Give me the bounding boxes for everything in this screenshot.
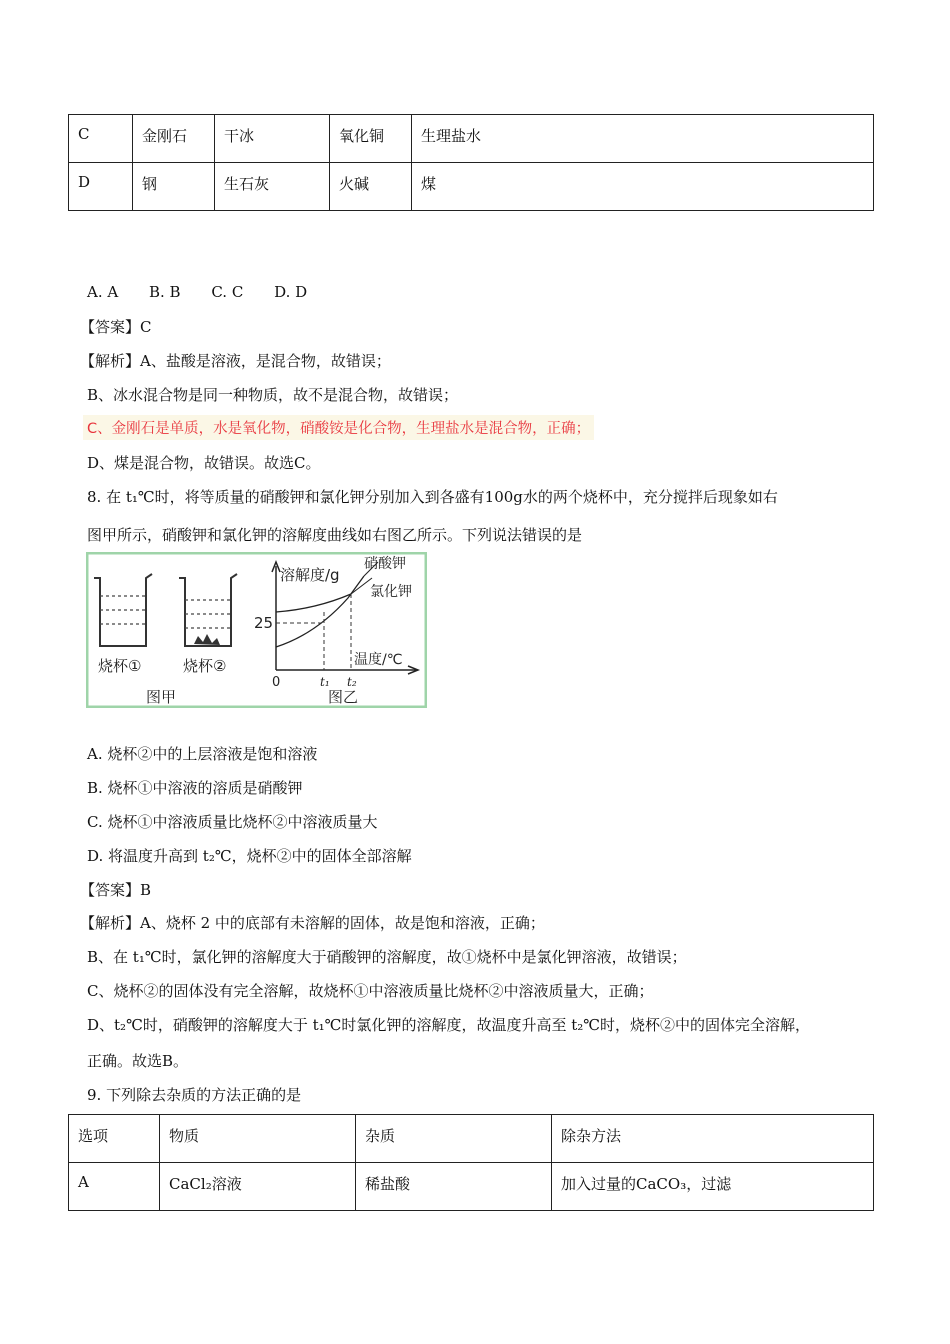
graph-origin: 0 [272,675,281,690]
q7-analysis-c-highlight: C、金刚石是单质，水是氧化物，硝酸铵是化合物，生理盐水是混合物，正确； [83,415,594,440]
q7-answer: 【答案】C [80,318,152,336]
table-cell: C [69,115,133,163]
table-cell: 稀盐酸 [356,1163,552,1211]
option: B. B [148,283,181,301]
table-cell: 钢 [133,163,215,211]
table-cell: D [69,163,133,211]
q8-option-d: D. 将温度升高到 t₂℃，烧杯②中的固体全部溶解 [87,847,412,865]
q8-analysis-c: C、烧杯②的固体没有完全溶解，故烧杯①中溶液质量比烧杯②中溶液质量大，正确； [87,982,654,1000]
q7-analysis-a: 【解析】A、盐酸是溶液，是混合物，故错误； [80,352,391,370]
q8-answer: 【答案】B [80,881,152,899]
option: C. C [211,283,244,301]
q7-options [87,283,333,301]
graph-tick-t2: t₂ [347,675,357,689]
q8-stem-line1: 8. 在 t₁℃时，将等质量的硝酸钾和氯化钾分别加入到各盛有100g水的两个烧杯中，充分搅拌后现象如右 [87,488,778,506]
q7-analysis-b: B、冰水混合物是同一种物质，故不是混合物，故错误； [87,386,459,404]
table-header-row [69,1115,874,1163]
q8-option-b: B. 烧杯①中溶液的溶质是硝酸钾 [87,779,303,797]
solubility-figure [86,552,427,708]
option: D. D [274,283,308,301]
table-header-cell: 杂质 [356,1115,552,1163]
q8-option-a: A. 烧杯②中的上层溶液是饱和溶液 [87,745,318,763]
q8-stem-line2: 图甲所示，硝酸钾和氯化钾的溶解度曲线如右图乙所示。下列说法错误的是 [87,526,583,544]
table-row [69,115,874,163]
table-header-cell: 选项 [69,1115,160,1163]
table-cell: 金刚石 [133,115,215,163]
graph-ylabel: 溶解度/g [280,566,340,584]
table-cell: 氧化铜 [330,115,412,163]
impurity-removal-table [68,1114,874,1211]
q8-analysis-d-cont: 正确。故选B。 [87,1052,189,1070]
graph-tick-t1: t₁ [320,675,330,689]
table-header-cell: 除杂方法 [552,1115,874,1163]
curve-label-kno3: 硝酸钾 [364,556,406,572]
q8-analysis-b: B、在 t₁℃时，氯化钾的溶解度大于硝酸钾的溶解度，故①烧杯中是氯化钾溶液，故错误； [87,948,687,966]
table-cell: 加入过量的CaCO₃，过滤 [552,1163,874,1211]
q7-analysis-d: D、煤是混合物，故错误。故选C。 [87,454,321,472]
table-cell: 火碱 [330,163,412,211]
q9-stem: 9. 下列除去杂质的方法正确的是 [87,1086,302,1104]
table-header-cell: 物质 [160,1115,356,1163]
table-row [69,1163,874,1211]
table-cell: 煤 [412,163,874,211]
curve-label-kcl: 氯化钾 [370,584,412,600]
option: A. A [87,283,119,301]
figure-a-caption: 图甲 [146,688,177,706]
table-row [69,163,874,211]
table-cell: A [69,1163,160,1211]
q8-option-c: C. 烧杯①中溶液质量比烧杯②中溶液质量大 [87,813,378,831]
q8-analysis-a: 【解析】A、烧杯 2 中的底部有未溶解的固体，故是饱和溶液，正确； [80,914,545,932]
beaker-1-label: 烧杯① [98,657,142,675]
q8-analysis-d: D、t₂℃时，硝酸钾的溶解度大于 t₁℃时氯化钾的溶解度，故温度升高至 t₂℃时，烧杯②中的固体完全溶解， [87,1016,811,1034]
beaker-2-label: 烧杯② [183,657,227,675]
graph-y-tick: 25 [254,614,274,632]
table-cell: 生理盐水 [412,115,874,163]
figure-b-caption: 图乙 [328,688,359,706]
classification-table [68,114,874,211]
table-cell: 干冰 [215,115,330,163]
graph-xlabel: 温度/℃ [354,652,403,668]
table-cell: 生石灰 [215,163,330,211]
table-cell: CaCl₂溶液 [160,1163,356,1211]
